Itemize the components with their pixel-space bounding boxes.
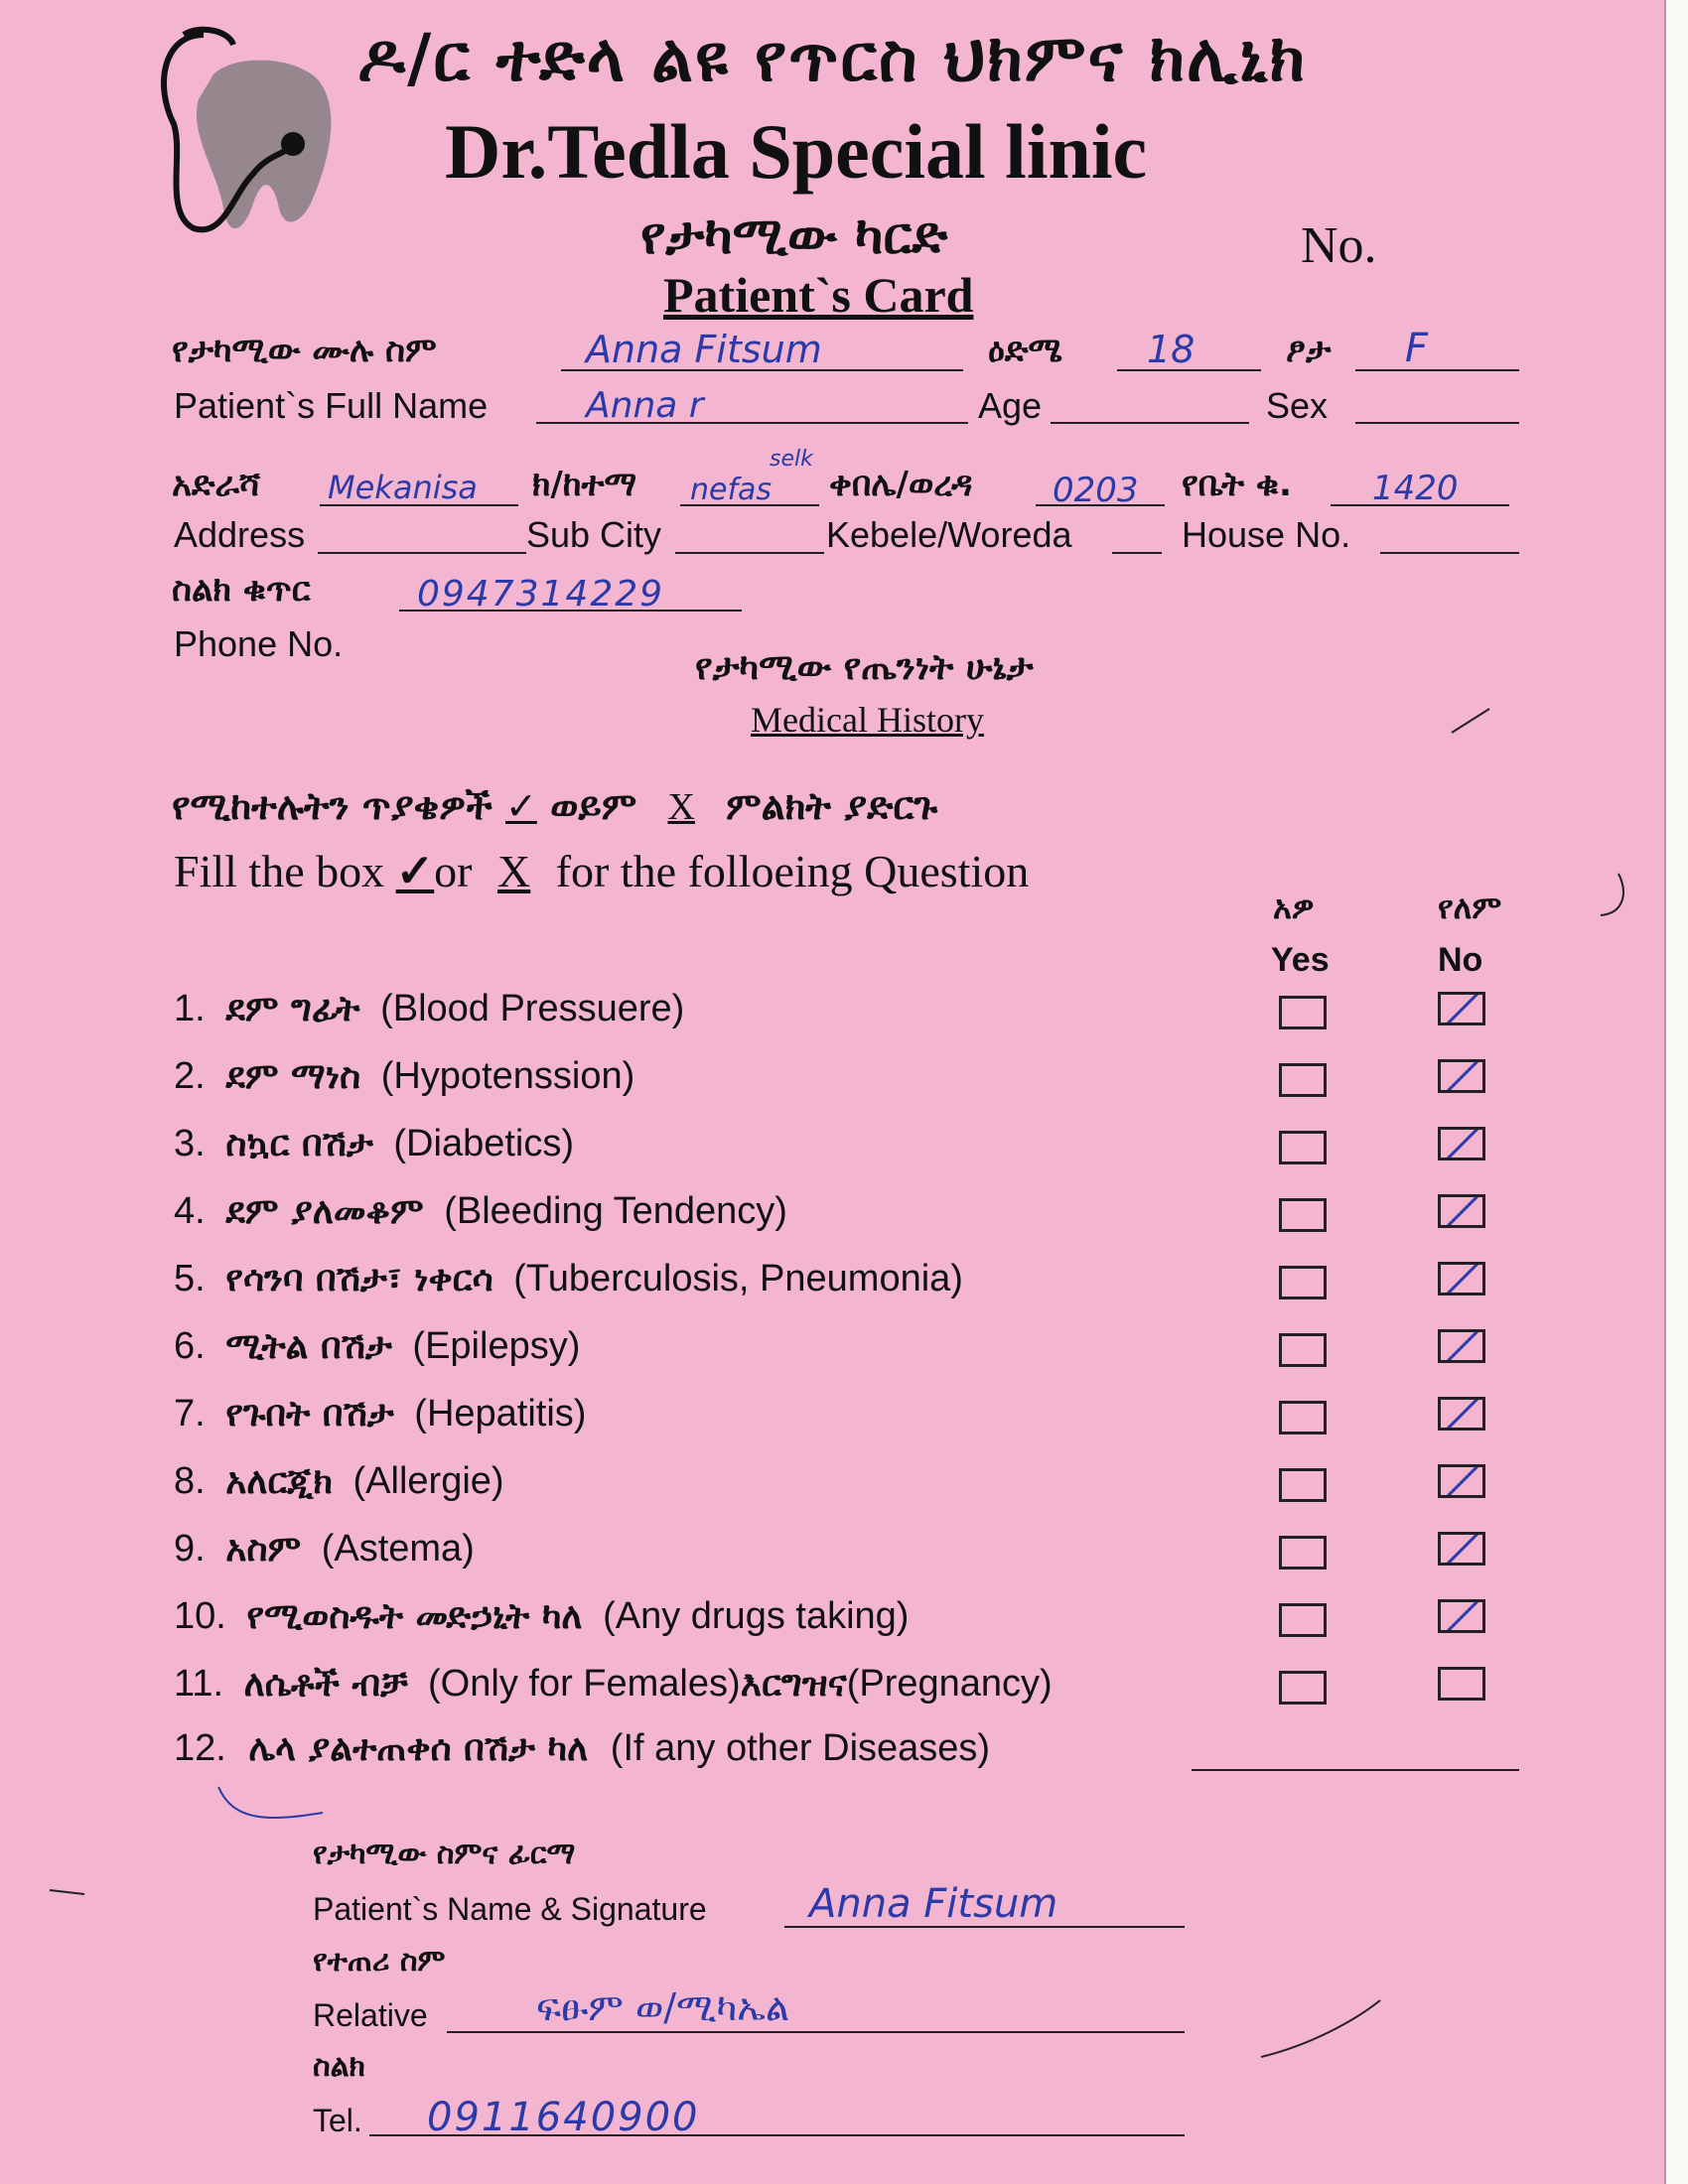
question-number: 10.: [174, 1595, 226, 1637]
question-label-am: ስኳር በሽታ: [225, 1124, 373, 1164]
question-label-am: አለርጂክ: [225, 1461, 333, 1502]
signature-label-am: የታካሚው ስምና ፊርማ: [313, 1837, 576, 1871]
question-label-am-2: እርግዝና: [740, 1664, 847, 1705]
house-label-am: የቤት ቁ.: [1182, 465, 1292, 504]
question-number: 6.: [174, 1325, 206, 1367]
question-number: 1.: [174, 988, 206, 1029]
question-label-en: (Hepatitis): [414, 1393, 587, 1434]
house-label-en: House No.: [1182, 514, 1351, 555]
check-slash-mark: [1441, 1467, 1482, 1495]
address-label-en: Address: [174, 514, 306, 555]
full-name-label-am: የታካሚው ሙሉ ስም: [172, 331, 437, 370]
question-10: [174, 1595, 909, 1638]
no-checkbox-11[interactable]: [1438, 1667, 1485, 1701]
question-9: [174, 1528, 475, 1570]
question-3: [174, 1123, 574, 1165]
yes-checkbox-9[interactable]: [1279, 1536, 1327, 1570]
question-label-en: (Diabetics): [393, 1123, 575, 1164]
question-number: 11.: [174, 1663, 224, 1705]
subcity-value[interactable]: nefas: [690, 473, 773, 507]
question-label-am: ለሴቶች ብቻ: [243, 1664, 408, 1705]
check-slash-mark: [1441, 1062, 1482, 1090]
medical-history-title-am: የታካሚው የጤንነት ሁኔታ: [695, 647, 1034, 688]
question-label-en-2: (Pregnancy): [846, 1663, 1053, 1705]
yes-checkbox-5[interactable]: [1279, 1266, 1327, 1299]
question-label-en: (Bleeding Tendency): [444, 1190, 787, 1232]
paper-edge: [1664, 0, 1688, 2184]
relative-label-en: Relative: [313, 1997, 428, 2033]
address-label-am: አድራሻ: [172, 465, 261, 504]
card-title-english: Patient`s Card: [663, 267, 974, 323]
tel-label-am: ስልክ: [313, 2049, 365, 2084]
sex-value[interactable]: F: [1405, 326, 1429, 371]
signature-value[interactable]: Anna Fitsum: [809, 1881, 1058, 1927]
phone-label-am: ስልክ ቁጥር: [172, 570, 311, 610]
no-checkbox-1[interactable]: [1438, 992, 1485, 1025]
question-label-am: ደም ያለመቆም: [225, 1191, 424, 1232]
age-label-am: ዕድሜ: [988, 331, 1062, 370]
no-checkbox-10[interactable]: [1438, 1599, 1485, 1633]
question-number: 4.: [174, 1190, 206, 1232]
question-label-am: የጉበት በሽታ: [225, 1394, 394, 1434]
check-slash-mark: [1441, 1332, 1482, 1360]
question-label-am: የሳንባ በሽታ፣ ነቀርሳ: [225, 1259, 493, 1299]
check-slash-mark: [1441, 1400, 1482, 1428]
question-12: 12. ሌላ ያልተጠቀሰ በሽታ ካለ (If any other Diseases): [174, 1727, 991, 1769]
yes-checkbox-6[interactable]: [1279, 1333, 1327, 1367]
yes-checkbox-7[interactable]: [1279, 1401, 1327, 1434]
question-11: [174, 1663, 1053, 1706]
question-2: [174, 1055, 634, 1098]
sex-label-am: ፆታ: [1286, 331, 1332, 370]
no-checkbox-4[interactable]: [1438, 1194, 1485, 1228]
full-name-value-2[interactable]: Anna r: [586, 385, 704, 426]
relative-label-am: የተጠሪ ስም: [313, 1944, 446, 1979]
question-number: 3.: [174, 1123, 206, 1164]
question-7: [174, 1393, 586, 1435]
question-label-am: ደም ማነስ: [225, 1056, 361, 1097]
question-number: 8.: [174, 1460, 206, 1502]
relative-value[interactable]: ፍፁም ወ/ሚካኤል: [536, 1985, 790, 2029]
question-8: [174, 1460, 504, 1503]
signature-label-en: Patient`s Name & Signature: [313, 1891, 707, 1927]
check-slash-mark: [1441, 1535, 1482, 1563]
question-6: [174, 1325, 580, 1368]
subcity-value-superscript: selk: [770, 447, 813, 472]
no-checkbox-6[interactable]: [1438, 1329, 1485, 1363]
age-value[interactable]: 18: [1147, 328, 1196, 371]
check-slash-mark: [1441, 1197, 1482, 1225]
question-label-en: (Hypotenssion): [380, 1055, 635, 1097]
question-number: 9.: [174, 1528, 206, 1570]
tel-label-en: Tel.: [313, 2103, 362, 2138]
address-value[interactable]: Mekanisa: [328, 469, 478, 506]
check-slash-mark: [1441, 1265, 1482, 1293]
check-slash-mark: [1441, 1602, 1482, 1630]
question-label-en: (Tuberculosis, Pneumonia): [513, 1258, 963, 1299]
question-5: [174, 1258, 963, 1300]
no-checkbox-9[interactable]: [1438, 1532, 1485, 1566]
question-label-en: (Epilepsy): [412, 1325, 581, 1367]
sex-label-en: Sex: [1266, 385, 1329, 426]
no-header-en: No: [1438, 941, 1483, 979]
instructions-en: Fill the box ✓or X for the folloeing Question: [174, 846, 1030, 896]
yes-header-en: Yes: [1271, 941, 1330, 979]
question-label-en: (Blood Pressuere): [380, 988, 685, 1029]
clinic-title-amharic: ዶ/ር ተድላ ልዩ የጥርስ ህክምና ክሊኒክ: [357, 20, 1308, 96]
check-slash-mark: [1441, 1130, 1482, 1158]
question-1: [174, 988, 684, 1030]
clinic-title-english: Dr.Tedla Special linic: [445, 108, 1148, 195]
yes-checkbox-11[interactable]: [1279, 1671, 1327, 1705]
yes-checkbox-4[interactable]: [1279, 1198, 1327, 1232]
full-name-label-en: Patient`s Full Name: [174, 385, 489, 426]
tel-value[interactable]: 0911640900: [427, 2095, 700, 2140]
question-label-am: አስም: [225, 1529, 302, 1570]
question-label-en: (Allergie): [352, 1460, 504, 1502]
no-header-am: የለም: [1438, 888, 1502, 926]
kebele-label-am: ቀበሌ/ወረዳ: [829, 465, 973, 504]
yes-checkbox-10[interactable]: [1279, 1603, 1327, 1637]
phone-label-en: Phone No.: [174, 623, 344, 664]
subcity-label-am: ክ/ከተማ: [532, 465, 637, 504]
house-value[interactable]: 1420: [1372, 469, 1459, 508]
phone-value[interactable]: 0947314229: [417, 574, 665, 614]
card-number-label: No.: [1301, 217, 1377, 274]
yes-checkbox-1[interactable]: [1279, 996, 1327, 1029]
full-name-value[interactable]: Anna Fitsum: [586, 328, 822, 371]
no-checkbox-2[interactable]: [1438, 1059, 1485, 1093]
question-number: 7.: [174, 1393, 206, 1434]
medical-history-title-en: Medical History: [751, 700, 984, 740]
question-number: 2.: [174, 1055, 206, 1097]
no-checkbox-7[interactable]: [1438, 1397, 1485, 1431]
no-checkbox-8[interactable]: [1438, 1464, 1485, 1498]
question-label-en: (Any drugs taking): [603, 1595, 910, 1637]
kebele-value[interactable]: 0203: [1053, 471, 1139, 510]
card-title-amharic: የታካሚው ካርድ: [640, 206, 948, 266]
no-checkbox-3[interactable]: [1438, 1127, 1485, 1160]
age-label-en: Age: [978, 385, 1043, 426]
question-label-am: ደም ግፊት: [225, 989, 360, 1029]
question-4: [174, 1190, 787, 1233]
question-label-am: ሚትል በሽታ: [225, 1326, 392, 1367]
instructions-am: የሚከተሉትን ጥያቄዎች ✓ ወይም X ምልክት ያድርጉ: [172, 784, 938, 828]
subcity-label-en: Sub City: [526, 514, 662, 555]
question-number: 5.: [174, 1258, 206, 1299]
yes-checkbox-8[interactable]: [1279, 1468, 1327, 1502]
yes-checkbox-2[interactable]: [1279, 1063, 1327, 1097]
yes-header-am: አዎ: [1273, 888, 1315, 926]
no-checkbox-5[interactable]: [1438, 1262, 1485, 1296]
check-slash-mark: [1441, 995, 1482, 1023]
kebele-label-en: Kebele/Woreda: [826, 514, 1072, 555]
yes-checkbox-3[interactable]: [1279, 1131, 1327, 1164]
question-label-en: (Only for Females): [428, 1663, 741, 1705]
tooth-stethoscope-logo: [144, 25, 362, 253]
question-label-am: የሚወስዱት መድኃኒት ካለ: [246, 1596, 583, 1637]
question-label-en: (Astema): [321, 1528, 475, 1570]
